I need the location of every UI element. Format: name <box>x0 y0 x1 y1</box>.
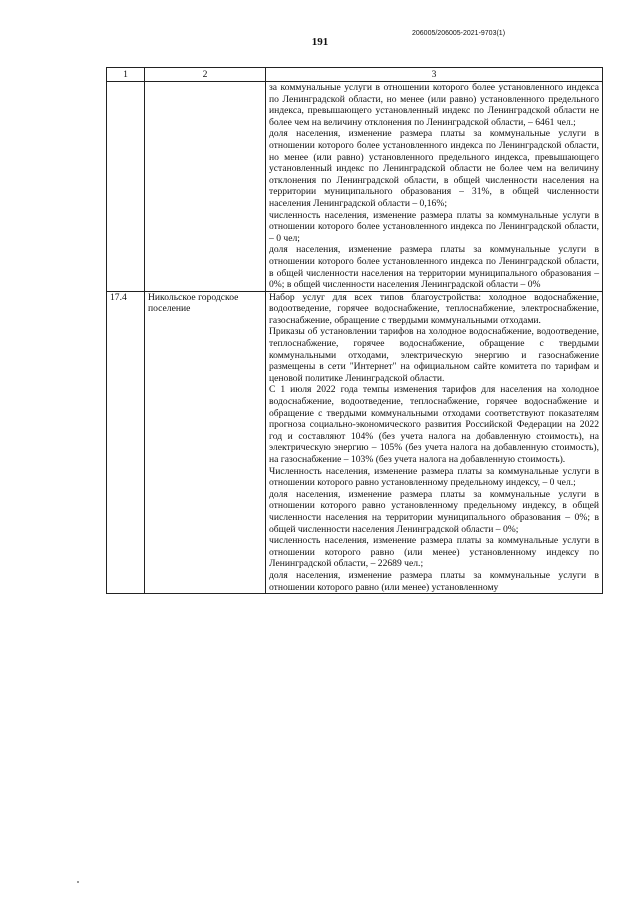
paragraph: доля населения, изменение размера платы за коммунальные услуги в отношении которого равно (или менее) установленному <box>269 569 599 593</box>
paragraph: Численность населения, изменение размера платы за коммунальные услуги в отношении которого равно установленному предельному индексу, – 0 чел.; <box>269 465 599 489</box>
scan-speck <box>77 881 79 883</box>
header-col-2: 2 <box>145 68 266 82</box>
paragraph: Набор услуг для всех типов благоустройства: холодное водоснабжение, водоотведение, горячее водоснабжение, теплоснабжение, электроснабжение, газоснабжение, обращение с твердыми коммунальными отходами. <box>269 291 599 326</box>
table-row-17-4 <box>107 291 603 593</box>
table-header-row <box>107 68 603 82</box>
row-description-cell <box>266 291 603 593</box>
header-col-3: 3 <box>266 68 603 82</box>
row-name-cell: Никольское городское поселение <box>145 291 266 593</box>
row-number-cell <box>107 82 145 292</box>
paragraph: доля населения, изменение размера платы за коммунальные услуги в отношении которого более установленного индекса по Ленинградской области, но менее (или равно) установленного предельного индекса, превышающего установленный индекс по Ленинградской области не более чем на величину отклонения по Ленинградской области, в общей численности населения на территории муниципального образования – 31%, в общей численности населения Ленинградской области – 0,16%; <box>269 128 599 209</box>
header-col-1: 1 <box>107 68 145 82</box>
paragraph: численность населения, изменение размера платы за коммунальные услуги в отношении которого более установленного индекса по Ленинградской области, – 0 чел; <box>269 209 599 244</box>
row-description-cell <box>266 82 603 292</box>
row-name-cell <box>145 82 266 292</box>
document-code: 206005/206005-2021-9703(1) <box>412 30 506 37</box>
paragraph: за коммунальные услуги в отношении которого более установленного индекса по Ленинградской области, но менее (или равно) установленного предельного индекса, превышающего установленный индекс по Ленинградской области не более чем на величину отклонения по Ленинградской области, – 6461 чел.; <box>269 82 599 128</box>
paragraph: С 1 июля 2022 года темпы изменения тарифов для населения на холодное водоснабжение, водоотведение, теплоснабжение, горячее водоснабжение и обращение с твердыми коммунальными отходами соответствуют показателям прогноза социально-экономического развития Российской Федерации на 2022 год и составляют 104% (без учета налога на добавленную стоимость), на электрическую энергию – 105% (без учета налога на добавленную стоимость), на газоснабжение – 103% (без учета налога на добавленную стоимость). <box>269 384 599 465</box>
page-number: 191 <box>311 36 329 48</box>
row-number-cell: 17.4 <box>107 291 145 593</box>
paragraph: доля населения, изменение размера платы за коммунальные услуги в отношении которого равно установленному предельному индексу, в общей численности населения на территории муниципального образования – 0%; в общей численности населения Ленинградской области – 0%; <box>269 488 599 535</box>
paragraph: Приказы об установлении тарифов на холодное водоснабжение, водоотведение, теплоснабжение, горячее водоснабжение, обращение с твердыми коммунальными отходами, электрическую энергию и газоснабжение размещены в сети "Интернет" на официальном сайте комитета по тарифам и ценовой политике Ленинградской области. <box>269 326 599 384</box>
table-row-continued <box>107 82 603 292</box>
tariff-table <box>106 67 603 594</box>
paragraph: численность населения, изменение размера платы за коммунальные услуги в отношении которого равно (или менее) установленному индексу по Ленинградской области, – 22689 чел.; <box>269 535 599 570</box>
paragraph: доля населения, изменение размера платы за коммунальные услуги в отношении которого более установленного индекса по Ленинградской области, в общей численности населения на территории муниципального образования – 0%; в общей численности населения Ленинградской области – 0% <box>269 244 599 291</box>
